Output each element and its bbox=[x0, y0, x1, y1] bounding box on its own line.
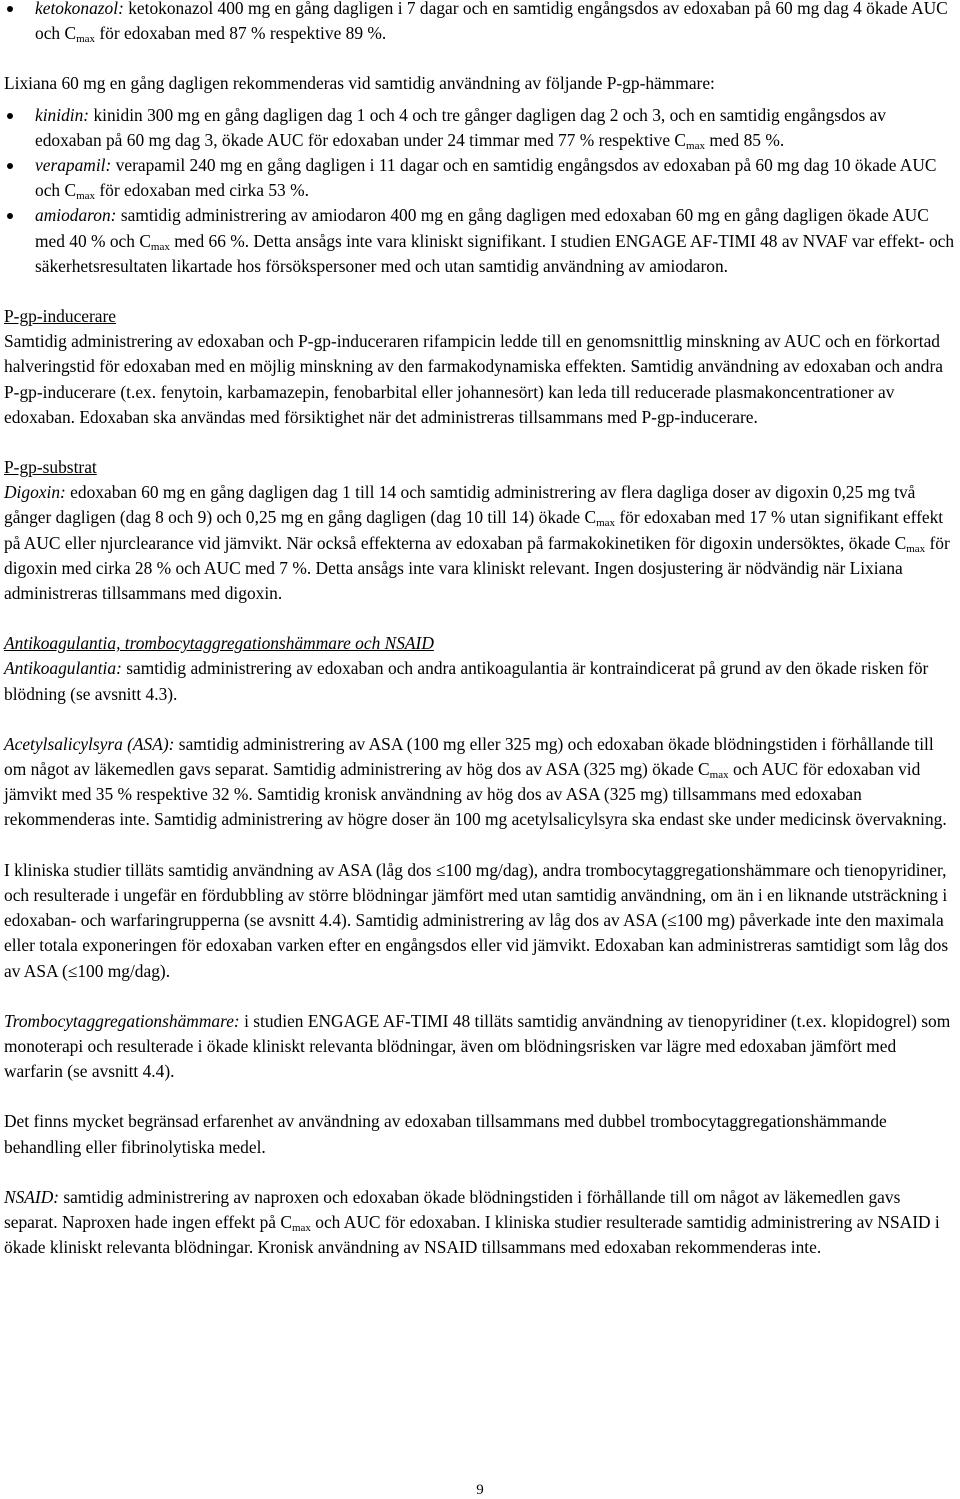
bullet-amiodaron: amiodaron: samtidig administrering av amiodaron 400 mg en gång dagligen med edoxaban 60 mg en gång dagligen ökade AUC med 40 % och $C_{max}$ med 66 %. Detta ansågs inte vara kliniskt signifikant. I studien ENGAGE AF-TIMI 48 av NVAF var effekt- och säkerhetsresultaten likartade hos försökspersoner med och utan samtidig användning av amiodaron. bbox=[4, 203, 956, 279]
para-antikoagulantia: Antikoagulantia: samtidig administrering av edoxaban och andra antikoagulantia är kontraindicerat på grund av den ökade risken för blödning (se avsnitt 4.3). bbox=[4, 658, 929, 704]
bullet-kinidin: kinidin: kinidin 300 mg en gång dagligen dag 1 och 4 och tre gånger dagligen dag 2 och 3, och en samtidig engångsdos av edoxaban på 60 mg dag 3, ökade AUC för edoxaban under 24 timmar med 77 % respektive $C_{max}$ med 85 %. bbox=[4, 103, 956, 153]
para-limited-experience: Det finns mycket begränsad erfarenhet av användning av edoxaban tillsammans med dubbel trombocytaggregationshämmande behandling eller fibrinolytiska medel. bbox=[4, 1111, 887, 1157]
bullet-ketokonazol: ketokonazol: ketokonazol 400 mg en gång dagligen i 7 dagar och en samtidig engångsdos av edoxaban på 60 mg dag 4 ökade AUC och $C_{max}$ för edoxaban med 87 % respektive 89 %. bbox=[4, 0, 956, 46]
bullet-list-inhibitors bbox=[4, 103, 956, 279]
bullet-verapamil: verapamil: verapamil 240 mg en gång dagligen i 11 dagar och en samtidig engångsdos av edoxaban på 60 mg dag 10 ökade AUC och $C_{max}$ för edoxaban med cirka 53 %. bbox=[4, 153, 956, 203]
document-page bbox=[4, 0, 956, 1260]
heading-pgp-substrat: P-gp-substrat bbox=[4, 457, 97, 478]
heading-pgp-inducerare: P-gp-inducerare bbox=[4, 306, 117, 327]
para-asa: Acetylsalicylsyra (ASA): samtidig administrering av ASA (100 mg eller 325 mg) och edoxaban ökade blödningstiden i förhållande till om något av läkemedlen gavs separat. Samtidig administrering av hög dos av ASA (325 mg) ökade $C_{max}$ och AUC för edoxaban vid jämvikt med 35 % respektive 32 %. Samtidig kronisk användning av hög dos av ASA (325 mg) tillsammans med edoxaban rekommenderas inte. Samtidig administrering av högre doser än 100 mg acetylsalicylsyra ska endast ske under medicinsk övervakning. bbox=[4, 733, 947, 830]
page-number: 9 bbox=[476, 1482, 484, 1498]
heading-antikoagulantia: Antikoagulantia, trombocytaggregationshämmare och NSAID bbox=[4, 633, 434, 654]
lixiana-intro: Lixiana 60 mg en gång dagligen rekommenderas vid samtidig användning av följande P-gp-hämmare: bbox=[4, 73, 715, 94]
para-clinical-studies: I kliniska studier tilläts samtidig användning av ASA (låg dos ≤100 mg/dag), andra trombocytaggregationshämmare och tienopyridiner, och resulterade i ungefär en fördubbling av större blödningar jämfört med utan samtidig användning, om än i en liknande utsträckning i edoxaban- och warfaringrupperna (se avsnitt 4.4). Samtidig administrering av låg dos av ASA (≤100 mg) påverkade inte den maximala eller totala exponeringen för edoxaban varken efter en engångsdos eller vid jämvikt. Edoxaban kan administreras samtidigt som låg dos av ASA (≤100 mg/dag). bbox=[4, 859, 949, 981]
para-trombocyt: Trombocytaggregationshämmare: i studien ENGAGE AF-TIMI 48 tilläts samtidig användning av tienopyridiner (t.ex. klopidogrel) som monoterapi och resulterade i ökade kliniskt relevanta blödningar, även om blödningsrisken var lägre med edoxaban jämfört med warfarin (se avsnitt 4.4). bbox=[4, 1010, 951, 1082]
para-digoxin: Digoxin: edoxaban 60 mg en gång dagligen dag 1 till 14 och samtidig administrering av flera dagliga doser av digoxin 0,25 mg två gånger dagligen (dag 8 och 9) och 0,25 mg en gång dagligen (dag 10 till 14) ökade $C_{max}$ för edoxaban med 17 % utan signifikant effekt på AUC eller njurclearance vid jämvikt. När också effekterna av edoxaban på farmakokinetiken för digoxin undersöktes, ökade $C_{max}$ för digoxin med cirka 28 % och AUC med 7 %. Detta ansågs inte vara kliniskt relevant. Ingen dosjustering är nödvändig när Lixiana administreras tillsammans med digoxin. bbox=[4, 482, 950, 604]
bullet-list-ketokonazol bbox=[4, 0, 956, 46]
para-pgp-inducerare: Samtidig administrering av edoxaban och P-gp-induceraren rifampicin ledde till en genomsnittlig minskning av AUC och en förkortad halveringstid för edoxaban med en möjlig minskning av den farmakodynamiska effekten. Samtidig användning av edoxaban och andra P-gp-inducerare (t.ex. fenytoin, karbamazepin, fenobarbital eller johannesört) kan leda till reducerade plasmakoncentrationer av edoxaban. Edoxaban ska användas med försiktighet när det administreras tillsammans med P-gp-inducerare. bbox=[4, 331, 943, 427]
para-nsaid: NSAID: samtidig administrering av naproxen och edoxaban ökade blödningstiden i förhållande till om något av läkemedlen gavs separat. Naproxen hade ingen effekt på $C_{max}$ och AUC för edoxaban. I kliniska studier resulterade samtidig administrering av NSAID i ökade kliniskt relevanta blödningar. Kronisk användning av NSAID tillsammans med edoxaban rekommenderas inte. bbox=[4, 1186, 940, 1258]
